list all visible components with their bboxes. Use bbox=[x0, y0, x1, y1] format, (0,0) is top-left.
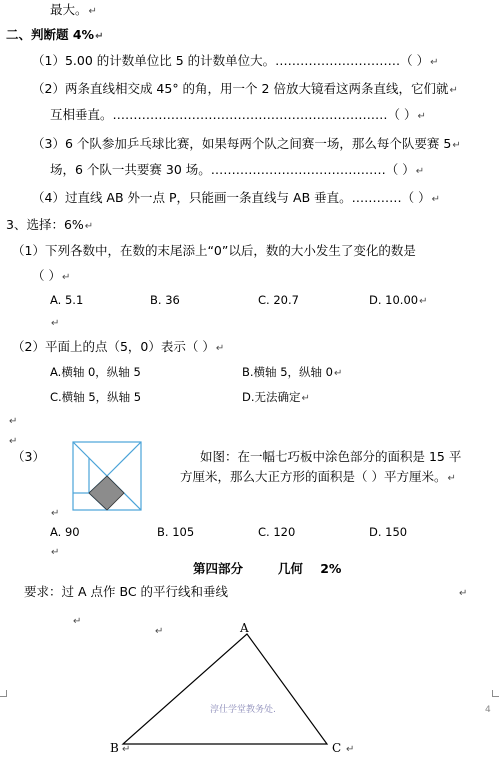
return-mark: ↵ bbox=[73, 616, 82, 627]
choice-q3-option-a: A. 90 bbox=[50, 525, 80, 539]
choice-q2-option-c: C.横轴 5，纵轴 5 bbox=[50, 390, 142, 404]
page-corner-mark bbox=[492, 690, 499, 697]
choice-q1-blank: （ ）↵ bbox=[32, 268, 71, 283]
judge-q2-line2: 互相垂直。…………………………………………………………（ ）↵ bbox=[50, 107, 426, 122]
line-fragment: 最大。↵ bbox=[50, 2, 97, 17]
empty-paragraph: ↵ bbox=[9, 436, 18, 447]
choice-q3-text-line1: 如图：在一幅七巧板中涂色部分的面积是 15 平 bbox=[200, 449, 462, 464]
empty-paragraph: ↵ bbox=[9, 416, 18, 427]
judge-q4: （4）过直线 AB 外一点 P，只能画一条直线与 AB 垂直。…………（ ）↵ bbox=[32, 190, 440, 205]
choice-q2-option-a: A.横轴 0，纵轴 5 bbox=[50, 365, 141, 379]
choice-q1-option-b: B. 36 bbox=[150, 293, 180, 307]
return-mark: ↵ bbox=[122, 744, 131, 755]
section-heading-choice: 3、选择：6%↵ bbox=[6, 217, 94, 232]
choice-q2-stem: （2）平面上的点（5，0）表示（ ）↵ bbox=[12, 339, 225, 354]
return-mark: ↵ bbox=[155, 626, 164, 637]
choice-q1-option-a: A. 5.1 bbox=[50, 293, 84, 307]
choice-q1-option-c: C. 20.7 bbox=[258, 293, 299, 307]
page-corner-mark bbox=[0, 690, 7, 697]
choice-q3-option-b: B. 105 bbox=[157, 525, 195, 539]
geometry-requirement: 要求：过 A 点作 BC 的平行线和垂线 bbox=[24, 584, 229, 599]
tangram-shaded-square bbox=[89, 476, 124, 510]
tangram-figure bbox=[72, 441, 142, 511]
choice-q3-text-line2: 方厘米，那么大正方形的面积是（ ）平方厘米。↵ bbox=[180, 469, 456, 484]
empty-paragraph: ↵ bbox=[51, 508, 60, 519]
triangle-abc bbox=[100, 618, 360, 754]
vertex-label-b: B bbox=[110, 741, 119, 754]
triangle-shape bbox=[123, 634, 327, 744]
vertex-label-a: A bbox=[240, 621, 249, 635]
return-mark: ↵ bbox=[459, 588, 468, 599]
choice-q3-option-d: D. 150 bbox=[369, 525, 408, 539]
judge-q3-line1: （3）6 个队参加乒乓球比赛，如果每两个队之间赛一场，那么每个队要赛 5↵ bbox=[32, 136, 461, 151]
choice-q3-number: （3） bbox=[12, 449, 45, 464]
vertex-label-c: C bbox=[332, 741, 342, 754]
choice-q3-option-c: C. 120 bbox=[258, 525, 296, 539]
watermark-text: 淳仕学堂教务处. bbox=[210, 705, 276, 715]
choice-q1-stem: （1）下列各数中，在数的末尾添上“0”以后，数的大小发生了变化的数是 bbox=[12, 243, 416, 258]
section-heading-judgement: 二、判断题 4%↵ bbox=[6, 27, 104, 42]
page-number: 4 bbox=[485, 705, 491, 715]
return-mark: ↵ bbox=[346, 744, 355, 755]
choice-q1-option-d: D. 10.00↵ bbox=[369, 293, 428, 307]
empty-paragraph: ↵ bbox=[51, 318, 60, 329]
judge-q3-line2: 场，6 个队一共要赛 30 场。……………………………………（ ）↵ bbox=[50, 162, 425, 177]
tangram-line bbox=[107, 442, 141, 476]
judge-q1: （1）5.00 的计数单位比 5 的计数单位大。…………………………（ ）↵ bbox=[32, 53, 439, 68]
judge-q2-line1: （2）两条直线相交成 45° 的角，用一个 2 倍放大镜看这两条直线，它们就↵ bbox=[32, 81, 458, 96]
empty-paragraph: ↵ bbox=[51, 547, 60, 558]
choice-q2-option-d: D.无法确定↵ bbox=[242, 390, 310, 404]
section-heading-geometry: 第四部分 几何 2% bbox=[193, 561, 342, 576]
choice-q2-option-b: B.横轴 5，纵轴 0↵ bbox=[242, 365, 343, 379]
